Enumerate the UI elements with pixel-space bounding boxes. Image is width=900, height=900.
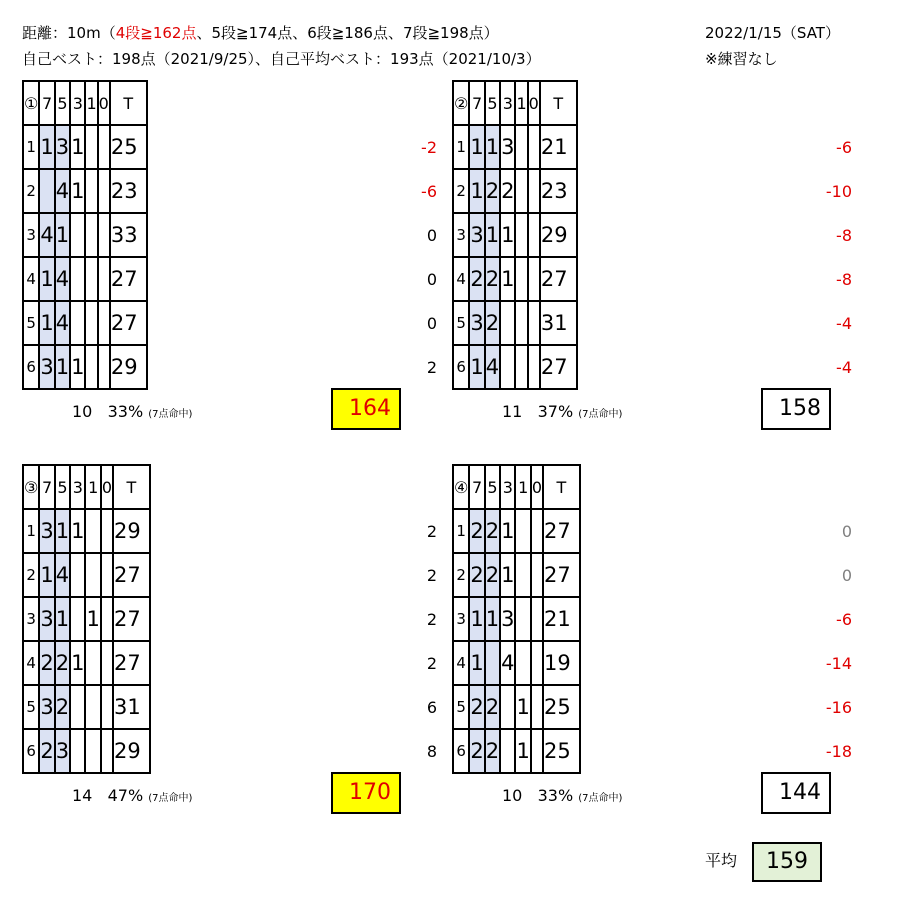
distance-prefix: 距離：10m（: [22, 24, 116, 42]
end-number: 6: [453, 729, 469, 773]
count-cell-5: 2: [485, 257, 500, 301]
score-table: [452, 464, 581, 774]
end-number: 5: [453, 301, 469, 345]
round-total: 158: [761, 388, 831, 430]
diff-value: 2: [426, 566, 437, 585]
column-header: 1: [85, 81, 97, 125]
column-header: T: [113, 465, 150, 509]
end-total: 25: [543, 729, 580, 773]
count-cell-3: 1: [70, 169, 85, 213]
count-cell-7: [39, 169, 54, 213]
column-header: 3: [500, 81, 515, 125]
end-total: 23: [540, 169, 577, 213]
round-total: 170: [331, 772, 401, 814]
count-cell-1: [85, 345, 97, 389]
count-cell-3: 1: [70, 641, 85, 685]
count-cell-0: [101, 597, 113, 641]
count-cell-5: 4: [55, 553, 70, 597]
end-total: 27: [110, 301, 147, 345]
end-row: [453, 729, 580, 773]
count-cell-3: [70, 553, 85, 597]
count-cell-3: [70, 213, 85, 257]
diff-value: -18: [825, 742, 852, 761]
count-cell-3: [500, 729, 515, 773]
count-cell-5: 2: [485, 509, 500, 553]
count-cell-3: [70, 597, 85, 641]
column-header: 0: [531, 465, 543, 509]
count-cell-5: 2: [485, 301, 500, 345]
end-total: 27: [543, 553, 580, 597]
end-number: 1: [23, 125, 39, 169]
count-cell-0: [528, 301, 540, 345]
hit-note: (7点命中): [148, 409, 193, 420]
count-cell-1: 1: [515, 685, 530, 729]
end-row: [453, 125, 577, 169]
end-total: 29: [113, 509, 150, 553]
column-header: 7: [39, 81, 54, 125]
end-row: [23, 553, 150, 597]
count-cell-0: [531, 685, 543, 729]
count-cell-5: 1: [485, 597, 500, 641]
column-header: 5: [485, 81, 500, 125]
end-number: 6: [453, 345, 469, 389]
end-number: 3: [23, 213, 39, 257]
count-cell-0: [98, 301, 110, 345]
count-cell-3: 1: [500, 213, 515, 257]
end-number: 5: [23, 685, 39, 729]
count-cell-3: 1: [70, 345, 85, 389]
end-row: [453, 597, 580, 641]
count-cell-0: [528, 257, 540, 301]
end-number: 6: [23, 345, 39, 389]
diff-value: 0: [426, 314, 437, 333]
count-cell-7: 2: [39, 729, 54, 773]
count-cell-1: [515, 641, 530, 685]
round-label: ②: [453, 81, 469, 125]
count-cell-3: [70, 685, 85, 729]
count-cell-5: 2: [485, 553, 500, 597]
column-header: 5: [55, 81, 70, 125]
distance-line: [22, 24, 499, 42]
diff-value: 2: [426, 358, 437, 377]
count-cell-3: 1: [500, 257, 515, 301]
count-cell-3: [500, 685, 515, 729]
end-total: 27: [113, 641, 150, 685]
count-cell-3: [500, 345, 515, 389]
count-cell-1: [515, 125, 527, 169]
count-cell-3: 3: [500, 125, 515, 169]
count-cell-5: 1: [55, 509, 70, 553]
count-cell-5: 2: [55, 685, 70, 729]
count-cell-5: 3: [55, 125, 70, 169]
column-header: 5: [485, 465, 500, 509]
count-cell-3: 1: [500, 509, 515, 553]
column-header: 7: [39, 465, 54, 509]
count-cell-5: 1: [485, 213, 500, 257]
end-row: [453, 641, 580, 685]
count-cell-1: [85, 729, 100, 773]
diff-value: -14: [825, 654, 852, 673]
count-cell-7: 1: [39, 301, 54, 345]
count-cell-7: 3: [469, 301, 484, 345]
score-table: [22, 80, 148, 390]
count-cell-1: [85, 257, 97, 301]
hit-percent: 33%: [107, 402, 144, 421]
round-label: ④: [453, 465, 469, 509]
count-cell-3: 1: [70, 509, 85, 553]
diff-value: 0: [841, 522, 852, 541]
end-row: [23, 213, 147, 257]
hit-percent: 37%: [537, 402, 574, 421]
count-cell-0: [101, 685, 113, 729]
end-total: 33: [110, 213, 147, 257]
end-row: [23, 257, 147, 301]
count-cell-1: [515, 301, 527, 345]
end-number: 3: [23, 597, 39, 641]
count-cell-0: [528, 213, 540, 257]
end-number: 4: [453, 257, 469, 301]
end-total: 21: [543, 597, 580, 641]
count-cell-7: 1: [39, 257, 54, 301]
count-cell-0: [531, 553, 543, 597]
end-row: [23, 509, 150, 553]
end-number: 5: [453, 685, 469, 729]
diff-value: -8: [836, 270, 852, 289]
end-number: 4: [23, 641, 39, 685]
count-cell-0: [98, 257, 110, 301]
count-cell-3: 2: [500, 169, 515, 213]
hit-note: (7点命中): [148, 793, 193, 804]
end-number: 2: [23, 169, 39, 213]
end-row: [453, 509, 580, 553]
count-cell-0: [101, 641, 113, 685]
end-number: 3: [453, 597, 469, 641]
end-number: 2: [23, 553, 39, 597]
count-cell-7: 1: [469, 641, 484, 685]
count-cell-5: 1: [485, 125, 500, 169]
column-header: 3: [70, 81, 85, 125]
count-cell-5: 1: [55, 345, 70, 389]
column-header: T: [543, 465, 580, 509]
end-total: 27: [113, 597, 150, 641]
count-cell-7: 4: [39, 213, 54, 257]
end-total: 29: [110, 345, 147, 389]
count-cell-7: 3: [469, 213, 484, 257]
column-header: 3: [70, 465, 85, 509]
count-cell-3: [500, 301, 515, 345]
end-row: [23, 125, 147, 169]
count-cell-1: [515, 169, 527, 213]
round-total: 164: [331, 388, 401, 430]
column-header: T: [110, 81, 147, 125]
end-total: 21: [540, 125, 577, 169]
end-total: 31: [113, 685, 150, 729]
end-total: 23: [110, 169, 147, 213]
count-cell-0: [528, 169, 540, 213]
hit-summary: [502, 786, 622, 805]
count-cell-5: 2: [485, 169, 500, 213]
end-total: 19: [543, 641, 580, 685]
diff-value: 0: [426, 270, 437, 289]
diff-value: -6: [836, 138, 852, 157]
end-row: [453, 301, 577, 345]
count-cell-7: 2: [39, 641, 54, 685]
end-row: [453, 553, 580, 597]
count-cell-7: 1: [469, 125, 484, 169]
end-total: 27: [110, 257, 147, 301]
count-cell-1: 1: [85, 597, 100, 641]
end-number: 6: [23, 729, 39, 773]
end-row: [453, 257, 577, 301]
end-row: [23, 729, 150, 773]
round-label: ①: [23, 81, 39, 125]
hit-note: (7点命中): [578, 409, 623, 420]
end-row: [453, 345, 577, 389]
end-row: [23, 641, 150, 685]
diff-value: -16: [825, 698, 852, 717]
column-header: 3: [500, 465, 515, 509]
count-cell-3: 1: [70, 125, 85, 169]
count-cell-5: 1: [55, 597, 70, 641]
count-cell-7: 2: [469, 729, 484, 773]
column-header: 0: [101, 465, 113, 509]
column-header: 1: [85, 465, 100, 509]
end-total: 25: [110, 125, 147, 169]
count-cell-1: [515, 509, 530, 553]
count-cell-7: 3: [39, 509, 54, 553]
count-cell-1: [85, 685, 100, 729]
hit-summary: [72, 402, 192, 421]
count-cell-3: 4: [500, 641, 515, 685]
diff-value: 0: [426, 226, 437, 245]
hit-percent: 33%: [537, 786, 574, 805]
count-cell-1: [515, 597, 530, 641]
count-cell-1: [85, 169, 97, 213]
count-cell-7: 3: [39, 597, 54, 641]
count-cell-0: [98, 345, 110, 389]
count-cell-5: 4: [55, 169, 70, 213]
diff-value: -4: [836, 358, 852, 377]
count-cell-1: [515, 257, 527, 301]
count-cell-5: 2: [485, 729, 500, 773]
column-header: 7: [469, 465, 484, 509]
score-table: [22, 464, 151, 774]
end-total: 27: [540, 257, 577, 301]
end-number: 3: [453, 213, 469, 257]
end-row: [453, 213, 577, 257]
count-cell-0: [531, 729, 543, 773]
end-number: 1: [453, 125, 469, 169]
count-cell-3: [70, 729, 85, 773]
end-number: 4: [453, 641, 469, 685]
personal-best-line: 自己ベスト：198点（2021/9/25）、自己平均ベスト：193点（2021/10/3）: [22, 50, 541, 68]
count-cell-0: [101, 729, 113, 773]
count-cell-3: 1: [500, 553, 515, 597]
count-cell-3: [70, 257, 85, 301]
count-cell-0: [528, 125, 540, 169]
count-cell-5: [485, 641, 500, 685]
column-header: 1: [515, 81, 527, 125]
count-cell-7: 2: [469, 553, 484, 597]
count-cell-0: [98, 213, 110, 257]
count-cell-1: 1: [515, 729, 530, 773]
date-label: 2022/1/15（SAT）: [705, 24, 840, 42]
count-cell-1: [515, 213, 527, 257]
hit-summary: [502, 402, 622, 421]
count-cell-7: 1: [469, 169, 484, 213]
diff-value: 0: [841, 566, 852, 585]
end-total: 29: [540, 213, 577, 257]
end-total: 27: [540, 345, 577, 389]
diff-value: -6: [421, 182, 437, 201]
count-cell-7: 3: [39, 345, 54, 389]
hits-count: 10: [72, 402, 93, 421]
count-cell-5: 2: [485, 685, 500, 729]
end-total: 31: [540, 301, 577, 345]
hits-count: 10: [502, 786, 523, 805]
count-cell-7: 2: [469, 685, 484, 729]
end-number: 2: [453, 553, 469, 597]
column-header: 1: [515, 465, 530, 509]
count-cell-7: 1: [39, 125, 54, 169]
end-number: 4: [23, 257, 39, 301]
diff-value: -4: [836, 314, 852, 333]
end-row: [23, 169, 147, 213]
count-cell-7: 1: [469, 597, 484, 641]
count-cell-5: 4: [55, 257, 70, 301]
count-cell-1: [515, 345, 527, 389]
hits-count: 14: [72, 786, 93, 805]
end-number: 2: [453, 169, 469, 213]
diff-value: -8: [836, 226, 852, 245]
distance-4dan: 4段≧162点: [115, 24, 197, 42]
count-cell-0: [101, 509, 113, 553]
column-header: 0: [528, 81, 540, 125]
count-cell-3: 3: [500, 597, 515, 641]
end-row: [453, 685, 580, 729]
average-value: 159: [752, 842, 822, 882]
hits-count: 11: [502, 402, 523, 421]
diff-value: 6: [426, 698, 437, 717]
count-cell-0: [531, 641, 543, 685]
diff-value: 8: [426, 742, 437, 761]
end-total: 27: [543, 509, 580, 553]
count-cell-7: 1: [469, 345, 484, 389]
count-cell-0: [98, 169, 110, 213]
end-total: 25: [543, 685, 580, 729]
count-cell-1: [85, 641, 100, 685]
end-total: 27: [113, 553, 150, 597]
diff-value: -2: [421, 138, 437, 157]
hit-percent: 47%: [107, 786, 144, 805]
column-header: 7: [469, 81, 484, 125]
count-cell-1: [85, 125, 97, 169]
end-row: [23, 301, 147, 345]
end-row: [23, 345, 147, 389]
count-cell-3: [70, 301, 85, 345]
column-header: 0: [98, 81, 110, 125]
column-header: 5: [55, 465, 70, 509]
count-cell-0: [531, 509, 543, 553]
count-cell-1: [85, 213, 97, 257]
diff-value: 2: [426, 610, 437, 629]
end-row: [453, 169, 577, 213]
end-number: 1: [23, 509, 39, 553]
count-cell-5: 4: [55, 301, 70, 345]
count-cell-5: 4: [485, 345, 500, 389]
diff-value: -10: [825, 182, 852, 201]
count-cell-1: [85, 301, 97, 345]
end-total: 29: [113, 729, 150, 773]
count-cell-1: [85, 553, 100, 597]
count-cell-7: 2: [469, 509, 484, 553]
count-cell-0: [528, 345, 540, 389]
average-label: 平均: [705, 851, 738, 870]
count-cell-7: 2: [469, 257, 484, 301]
column-header: T: [540, 81, 577, 125]
round-label: ③: [23, 465, 39, 509]
score-table: [452, 80, 578, 390]
hit-note: (7点命中): [578, 793, 623, 804]
count-cell-7: 1: [39, 553, 54, 597]
note-label: ※練習なし: [705, 50, 778, 68]
count-cell-0: [531, 597, 543, 641]
count-cell-0: [98, 125, 110, 169]
end-number: 5: [23, 301, 39, 345]
diff-value: 2: [426, 654, 437, 673]
hit-summary: [72, 786, 192, 805]
count-cell-1: [515, 553, 530, 597]
end-row: [23, 685, 150, 729]
distance-rest: 、5段≧174点、6段≧186点、7段≧198点）: [196, 24, 499, 42]
count-cell-1: [85, 509, 100, 553]
end-number: 1: [453, 509, 469, 553]
round-total: 144: [761, 772, 831, 814]
diff-value: 2: [426, 522, 437, 541]
count-cell-5: 3: [55, 729, 70, 773]
diff-value: -6: [836, 610, 852, 629]
count-cell-0: [101, 553, 113, 597]
end-row: [23, 597, 150, 641]
count-cell-7: 3: [39, 685, 54, 729]
count-cell-5: 1: [55, 213, 70, 257]
count-cell-5: 2: [55, 641, 70, 685]
